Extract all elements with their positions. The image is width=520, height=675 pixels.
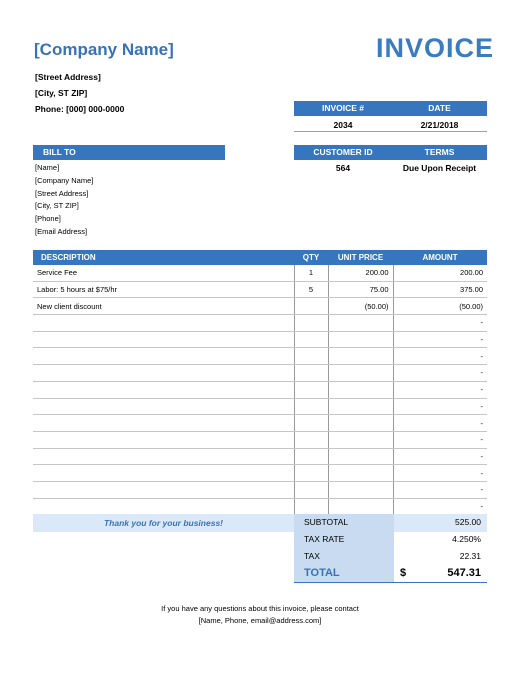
company-phone: Phone: [000] 000-0000 bbox=[35, 104, 125, 114]
amount-column-header: AMOUNT bbox=[393, 250, 487, 265]
footer-contact-details: [Name, Phone, email@address.com] bbox=[198, 616, 322, 625]
item-unit-price bbox=[328, 315, 393, 332]
item-qty bbox=[294, 381, 328, 398]
item-amount: - bbox=[393, 448, 487, 465]
table-row bbox=[33, 348, 487, 365]
item-unit-price bbox=[328, 331, 393, 348]
bill-to-name: [Name] bbox=[35, 163, 60, 172]
table-row bbox=[33, 281, 487, 298]
invoice-meta-divider bbox=[294, 131, 487, 132]
table-row bbox=[33, 298, 487, 315]
item-qty bbox=[294, 448, 328, 465]
company-street: [Street Address] bbox=[35, 72, 101, 82]
item-unit-price bbox=[328, 398, 393, 415]
item-description bbox=[33, 498, 294, 515]
item-amount: - bbox=[393, 381, 487, 398]
item-description bbox=[33, 331, 294, 348]
item-qty bbox=[294, 298, 328, 315]
item-amount: - bbox=[393, 398, 487, 415]
table-row bbox=[33, 331, 487, 348]
subtotal-label: SUBTOTAL bbox=[304, 517, 349, 527]
qty-column-header: QTY bbox=[294, 250, 328, 265]
table-row bbox=[33, 398, 487, 415]
item-unit-price bbox=[328, 348, 393, 365]
item-description bbox=[33, 381, 294, 398]
tax-rate-label: TAX RATE bbox=[304, 534, 345, 544]
bill-to-phone: [Phone] bbox=[35, 214, 61, 223]
description-column-header: DESCRIPTION bbox=[33, 250, 294, 265]
invoice-number-header: INVOICE # bbox=[294, 101, 392, 116]
item-amount: - bbox=[393, 431, 487, 448]
line-items-header-row bbox=[33, 250, 487, 265]
total-value: 547.31 bbox=[447, 567, 481, 579]
company-name: [Company Name] bbox=[34, 40, 174, 59]
item-qty: 1 bbox=[294, 265, 328, 281]
item-amount: 375.00 bbox=[393, 281, 487, 298]
item-amount: - bbox=[393, 498, 487, 515]
customer-id-value: 564 bbox=[335, 163, 351, 173]
item-qty bbox=[294, 365, 328, 382]
item-qty bbox=[294, 348, 328, 365]
item-amount: - bbox=[393, 465, 487, 482]
footer-contact-note: If you have any questions about this invoice, please contact bbox=[161, 604, 359, 613]
total-currency-symbol: $ bbox=[400, 567, 407, 579]
subtotal-value: 525.00 bbox=[455, 517, 481, 527]
bill-to-street: [Street Address] bbox=[35, 189, 89, 198]
item-qty: 5 bbox=[294, 281, 328, 298]
item-amount: - bbox=[393, 331, 487, 348]
item-amount: - bbox=[393, 481, 487, 498]
table-row bbox=[33, 448, 487, 465]
table-row bbox=[33, 365, 487, 382]
invoice-title: INVOICE bbox=[376, 33, 495, 63]
item-description bbox=[33, 415, 294, 432]
table-row bbox=[33, 315, 487, 332]
table-row bbox=[33, 381, 487, 398]
bill-to-company: [Company Name] bbox=[35, 176, 94, 185]
item-qty bbox=[294, 331, 328, 348]
item-description bbox=[33, 315, 294, 332]
item-description bbox=[33, 348, 294, 365]
table-row bbox=[33, 498, 487, 515]
table-row bbox=[33, 415, 487, 432]
item-unit-price bbox=[328, 498, 393, 515]
item-amount: 200.00 bbox=[393, 265, 487, 281]
item-unit-price: 200.00 bbox=[328, 265, 393, 281]
item-description bbox=[33, 465, 294, 482]
total-underline bbox=[294, 564, 487, 583]
item-amount: (50.00) bbox=[393, 298, 487, 315]
unit-price-column-header: UNIT PRICE bbox=[328, 250, 393, 265]
item-description bbox=[33, 431, 294, 448]
item-description: Service Fee bbox=[33, 265, 294, 281]
bill-to-city: [City, ST ZIP] bbox=[35, 201, 79, 210]
bill-to-email: [Email Address] bbox=[35, 227, 88, 236]
table-row bbox=[33, 265, 487, 281]
item-unit-price bbox=[328, 465, 393, 482]
terms-value: Due Upon Receipt bbox=[402, 163, 477, 173]
table-row bbox=[33, 465, 487, 482]
tax-value: 22.31 bbox=[459, 551, 481, 561]
item-description: Labor: 5 hours at $75/hr bbox=[33, 281, 294, 298]
item-unit-price bbox=[328, 431, 393, 448]
item-qty bbox=[294, 431, 328, 448]
bill-to-header: BILL TO bbox=[33, 145, 225, 160]
item-amount: - bbox=[393, 365, 487, 382]
terms-header: TERMS bbox=[392, 145, 487, 160]
table-row bbox=[33, 481, 487, 498]
item-description bbox=[33, 481, 294, 498]
item-unit-price bbox=[328, 381, 393, 398]
item-description bbox=[33, 398, 294, 415]
item-unit-price: (50.00) bbox=[328, 298, 393, 315]
item-qty bbox=[294, 315, 328, 332]
item-description bbox=[33, 365, 294, 382]
item-description bbox=[33, 448, 294, 465]
invoice-number-value: 2034 bbox=[333, 120, 353, 130]
item-unit-price bbox=[328, 365, 393, 382]
item-description: New client discount bbox=[33, 298, 294, 315]
item-amount: - bbox=[393, 415, 487, 432]
company-city: [City, ST ZIP] bbox=[35, 88, 88, 98]
item-qty bbox=[294, 498, 328, 515]
tax-label: TAX bbox=[304, 551, 320, 561]
item-qty bbox=[294, 415, 328, 432]
total-label: TOTAL bbox=[304, 567, 340, 579]
item-unit-price bbox=[328, 448, 393, 465]
item-amount: - bbox=[393, 348, 487, 365]
item-unit-price bbox=[328, 415, 393, 432]
date-header: DATE bbox=[392, 101, 487, 116]
customer-id-header: CUSTOMER ID bbox=[294, 145, 392, 160]
line-items-table bbox=[33, 250, 487, 515]
item-qty bbox=[294, 481, 328, 498]
date-value: 2/21/2018 bbox=[420, 120, 459, 130]
item-unit-price bbox=[328, 481, 393, 498]
item-qty bbox=[294, 465, 328, 482]
thank-you-message: Thank you for your business! bbox=[33, 514, 294, 532]
table-row bbox=[33, 431, 487, 448]
item-qty bbox=[294, 398, 328, 415]
tax-rate-value: 4.250% bbox=[452, 534, 481, 544]
item-amount: - bbox=[393, 315, 487, 332]
item-unit-price: 75.00 bbox=[328, 281, 393, 298]
